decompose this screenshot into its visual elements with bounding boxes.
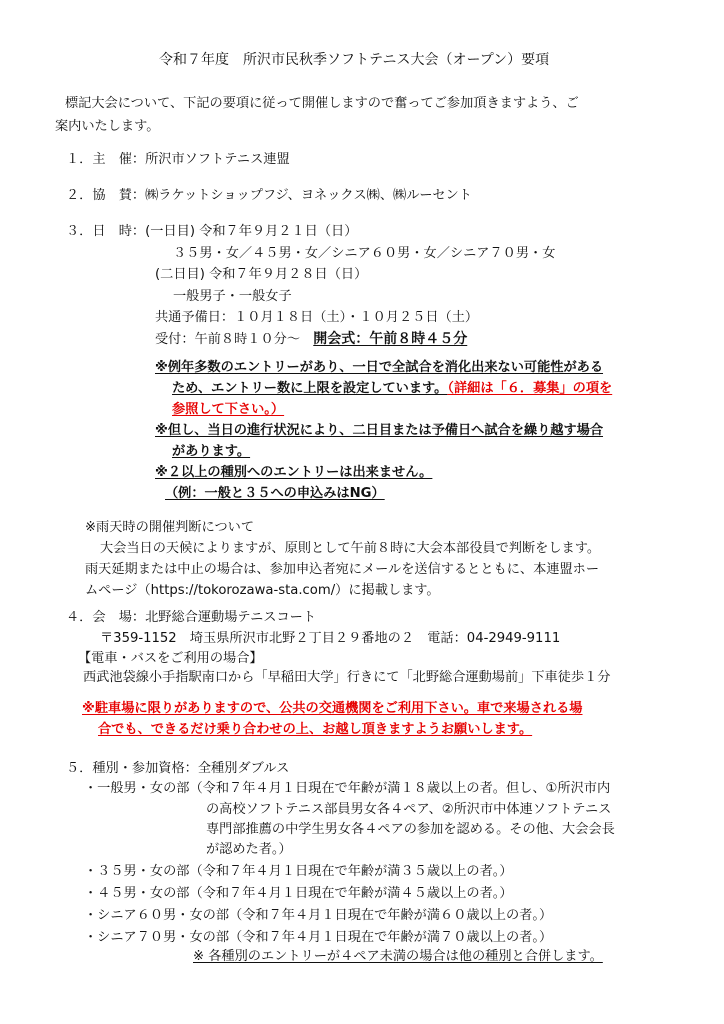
section-venue <box>66 611 316 624</box>
category-senior-60: ・シニア６０男・女の部（令和７年４月１日現在で年齢が満６０歳以上の者。） <box>84 908 553 923</box>
transit-heading: 【電車・バスをご利用の場合】 <box>78 651 263 666</box>
schedule-day1: (一日目) 令和７年９月２１日（日） <box>145 224 358 239</box>
schedule-reception <box>155 332 467 346</box>
schedule-label: ３．日 時： <box>66 224 146 239</box>
parking-note-line-1: ※駐車場に限りがありますので、公共の交通機関をご利用下さい。車で来場される場 <box>82 701 583 716</box>
rain-policy-heading: ※雨天時の開催判断について <box>85 520 255 535</box>
intro-line-2: 案内いたします。 <box>55 119 160 134</box>
rain-policy-line-2: 雨天延期または中止の場合は、参加申込者宛にメールを送信するとともに、本連盟ホー <box>85 562 600 577</box>
multi-entry-note-line-2: （例：一般と３５への申込みはNG） <box>165 486 385 501</box>
venue-label: ４．会 場： <box>66 610 146 625</box>
venue-address: 〒359-1152 埼玉県所沢市北野２丁目２９番地の２ 電話：04-2949-9111 <box>100 631 561 646</box>
section-organizer <box>66 153 290 166</box>
category-45: ・４５男・女の部（令和７年４月１日現在で年齢が満４５歳以上の者。） <box>84 886 513 901</box>
categories-value: 全種別ダブルス <box>197 761 290 776</box>
section-schedule <box>66 225 357 238</box>
transit-directions: 西武池袋線小手指駅南口から「早稲田大学」行きにて「北野総合運動場前」下車徒歩１分 <box>83 670 611 685</box>
parking-note-line-2: 合でも、できるだけ乗り合わせの上、お越し頂きますようお願いします。 <box>98 722 533 737</box>
organizer-label: １．主 催： <box>66 152 146 167</box>
reception-time: 受付：午前８時１０分～ <box>155 332 301 347</box>
rain-policy-line-3: ムページ（https://tokorozawa-sta.com/）に掲載します。 <box>85 583 440 598</box>
category-general-line-3: 専門部推薦の中学生男女各４ペアの参加を認める。その他、大会会長 <box>206 822 615 837</box>
carryover-note-line-1: ※但し、当日の進行状況により、二日目または予備日へ試合を繰り越す場合 <box>155 423 604 438</box>
category-senior-70: ・シニア７０男・女の部（令和７年４月１日現在で年齢が満７０歳以上の者。） <box>84 930 553 945</box>
rain-policy-line-1: 大会当日の天候によりますが、原則として午前８時に大会本部役員で判断をします。 <box>100 541 601 556</box>
schedule-reserve-days: 共通予備日：１０月１８日（土）・１０月２５日（土） <box>155 310 479 325</box>
entry-limit-note-line-1: ※例年多数のエントリーがあり、一日で全試合を消化出来ない可能性がある <box>155 360 604 375</box>
intro-line-1: 標記大会について、下記の要項に従って開催しますので奮ってご参加頂きますよう、ご <box>65 96 579 111</box>
category-35: ・３５男・女の部（令和７年４月１日現在で年齢が満３５歳以上の者。） <box>84 864 513 879</box>
entry-limit-note-line-2 <box>172 382 612 395</box>
venue-value: 北野総合運動場テニスコート <box>145 610 317 625</box>
section-categories <box>66 762 289 775</box>
entry-limit-note-line-3: 参照して下さい。） <box>172 402 285 417</box>
schedule-day1-events: ３５男・女／４５男・女／シニア６０男・女／シニア７０男・女 <box>173 246 556 261</box>
entry-limit-note-text: ため、エントリー数に上限を設定しています。 <box>172 381 448 396</box>
sponsor-label: ２．協 賛： <box>66 188 146 203</box>
opening-ceremony: 開会式：午前８時４５分 <box>313 331 468 347</box>
document-title: 令和７年度 所沢市民秋季ソフトテニス大会（オープン）要項 <box>159 52 550 68</box>
schedule-day2-events: 一般男子・一般女子 <box>173 289 292 304</box>
sponsor-value: ㈱ラケットショップフジ、ヨネックス㈱、㈱ルーセント <box>145 188 472 203</box>
category-general-line-2: の高校ソフトテニス部員男女各４ペア、②所沢市中体連ソフトテニス <box>206 802 612 817</box>
schedule-day2: (二日目) 令和７年９月２８日（日） <box>155 267 368 282</box>
multi-entry-note-line-1: ※２以上の種別へのエントリーは出来ません。 <box>155 465 433 480</box>
entry-limit-detail-ref: （詳細は「６．募集」の項を <box>447 381 613 396</box>
organizer-value: 所沢市ソフトテニス連盟 <box>145 152 290 167</box>
category-merge-note: ※ 各種別のエントリーが４ペア未満の場合は他の種別と合併します。 <box>193 949 603 964</box>
category-general-line-1: ・一般男・女の部（令和７年４月１日現在で年齢が満１８歳以上の者。但し、①所沢市内 <box>84 781 611 796</box>
carryover-note-line-2: があります。 <box>172 444 251 459</box>
section-sponsor <box>66 189 472 202</box>
category-general-line-4: が認めた者。） <box>206 842 292 857</box>
categories-label: ５．種別・参加資格： <box>66 761 198 776</box>
